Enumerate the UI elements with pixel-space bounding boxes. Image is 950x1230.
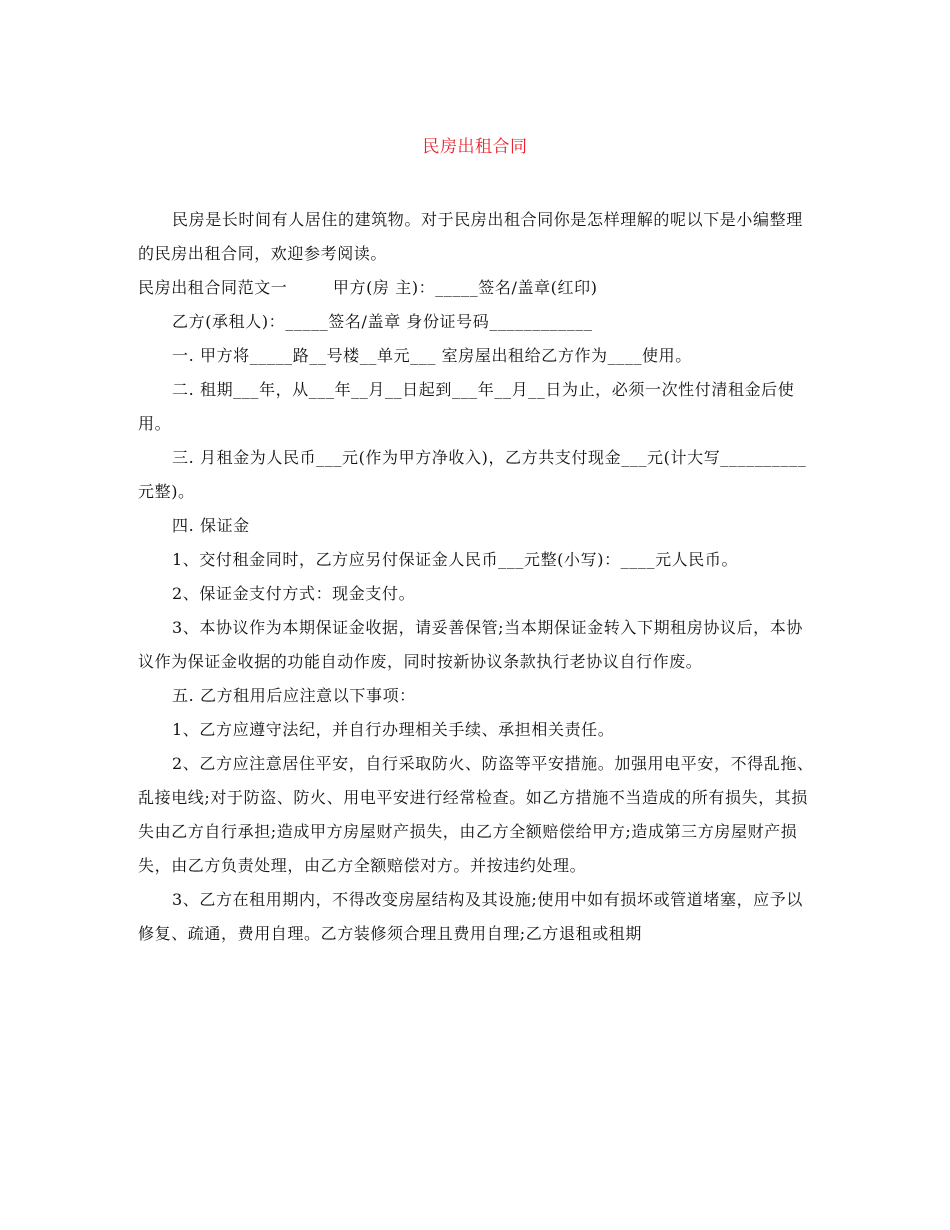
clause-5-item-2: 2、乙方应注意居住平安，自行采取防火、防盗等平安措施。加强用电平安，不得乱拖、乱接电线;对于防盗、防火、用电平安进行经常检查。如乙方措施不当造成的所有损失，其损失由乙方自行承担;造成甲方房屋财产损失，由乙方全额赔偿给甲方;造成第三方房屋财产损失，由乙方负责处理，由乙方全额赔偿对方。并按违约处理。 — [138, 754, 814, 875]
clause-1: 一. 甲方将_____路__号楼__单元___ 室房屋出租给乙方作为____使用。 — [172, 346, 692, 365]
clause-4-item-2: 2、保证金支付方式：现金支付。 — [172, 584, 416, 603]
intro-paragraph: 民房是长时间有人居住的建筑物。对于民房出租合同你是怎样理解的呢以下是小编整理的民房出租合同，欢迎参考阅读。 — [138, 210, 803, 263]
document-body — [138, 203, 818, 951]
clause-4-item-3: 3、本协议作为本期保证金收据，请妥善保管;当本期保证金转入下期租房协议后，本协议作为保证金收据的功能自动作废，同时按新协议条款执行老协议自行作废。 — [138, 618, 803, 671]
party-b-line: 乙方(承租人)：_____签名/盖章 身份证号码____________ — [172, 312, 593, 331]
clause-5-item-1: 1、乙方应遵守法纪，并自行办理相关手续、承担相关责任。 — [172, 720, 615, 739]
clause-2: 二. 租期___年，从___年__月__日起到___年__月__日为止，必须一次性付清租金后使用。 — [138, 380, 795, 433]
sample-heading-party-a: 民房出租合同范文一 甲方(房 主)：_____签名/盖章(红印) — [138, 278, 598, 297]
clause-5-heading: 五. 乙方租用后应注意以下事项： — [172, 686, 416, 705]
document-title: 民房出租合同 — [422, 137, 528, 157]
clause-4-heading: 四. 保证金 — [172, 516, 250, 535]
clause-4-item-1: 1、交付租金同时，乙方应另付保证金人民币___元整(小写)：____元人民币。 — [172, 550, 739, 569]
clause-5-item-3: 3、乙方在租用期内，不得改变房屋结构及其设施;使用中如有损坏或管道堵塞，应予以修复、疏通，费用自理。乙方装修须合理且费用自理;乙方退租或租期 — [138, 890, 803, 943]
clause-3: 三. 月租金为人民币___元(作为甲方净收入)，乙方共支付现金___元(计大写__________元整)。 — [138, 448, 807, 501]
